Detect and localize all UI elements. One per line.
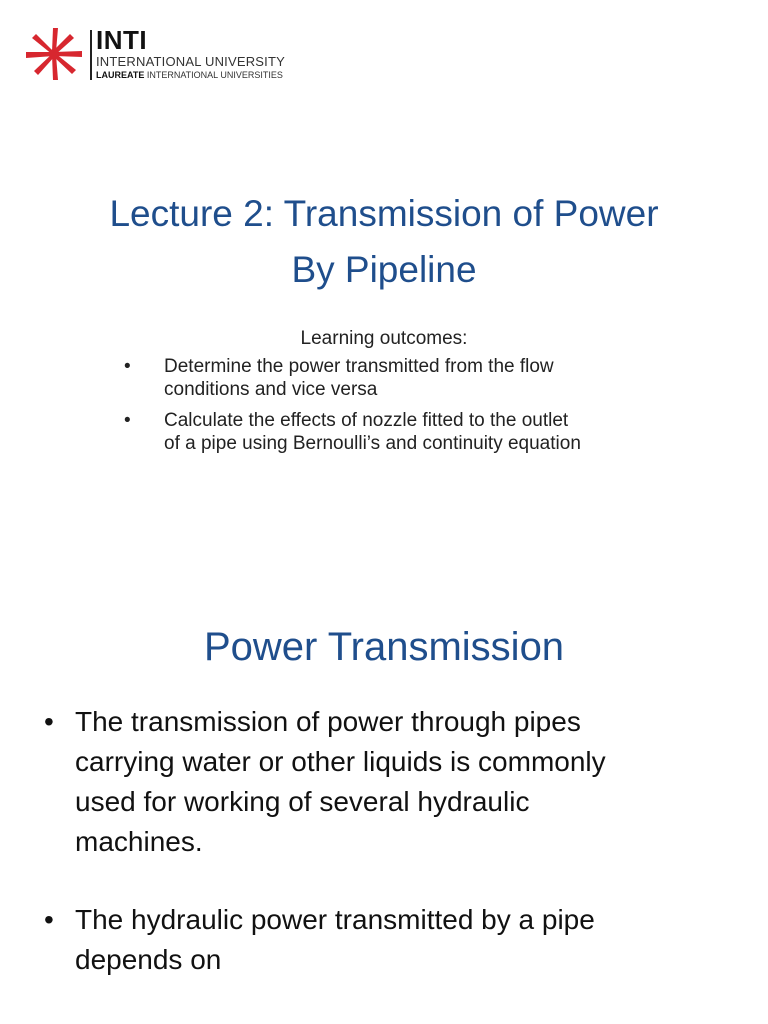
logo-laureate [96,70,283,81]
bullet-text-line: The hydraulic power transmitted by a pipe [75,904,595,935]
lecture-title-line-2: By Pipeline [291,249,477,290]
logo-university: INTERNATIONAL UNIVERSITY [96,54,285,69]
lecture-title [40,186,728,298]
inti-star-logo-icon [24,26,88,82]
bullet-icon: • [124,356,131,377]
learning-outcome-line: Calculate the effects of nozzle fitted to the outlet [164,410,569,431]
logo-laureate-rest: INTERNATIONAL UNIVERSITIES [144,70,283,80]
power-transmission-item [44,900,724,980]
bullet-text-line: machines. [75,826,203,857]
bullet-text-line: carrying water or other liquids is commonly [75,746,606,777]
lecture-title-line-1: Lecture 2: Transmission of Power [109,193,659,234]
learning-outcome-line: Determine the power transmitted from the flow [164,356,554,377]
inti-logo [24,26,304,88]
slide-2 [0,578,768,1024]
power-transmission-list [44,702,724,1018]
power-transmission-title: Power Transmission [203,625,565,669]
learning-outcome-item [124,355,664,401]
bullet-text-line: The transmission of power through pipes [75,706,581,737]
logo-laureate-bold: LAUREATE [96,70,145,80]
logo-brand: INTI [96,25,148,55]
power-transmission-item [44,702,724,862]
learning-outcome-item [124,409,664,455]
learning-outcome-line: conditions and vice versa [164,379,378,400]
learning-outcomes-heading: Learning outcomes: [300,328,468,349]
bullet-icon: • [124,410,131,431]
bullet-icon: • [44,904,54,935]
bullet-icon: • [44,706,54,737]
learning-outcomes-list [124,355,664,463]
learning-outcome-line: of a pipe using Bernoulli’s and continuity equation [164,433,581,454]
logo-divider [90,30,92,80]
bullet-text-line: depends on [75,944,222,975]
bullet-text-line: used for working of several hydraulic [75,786,530,817]
